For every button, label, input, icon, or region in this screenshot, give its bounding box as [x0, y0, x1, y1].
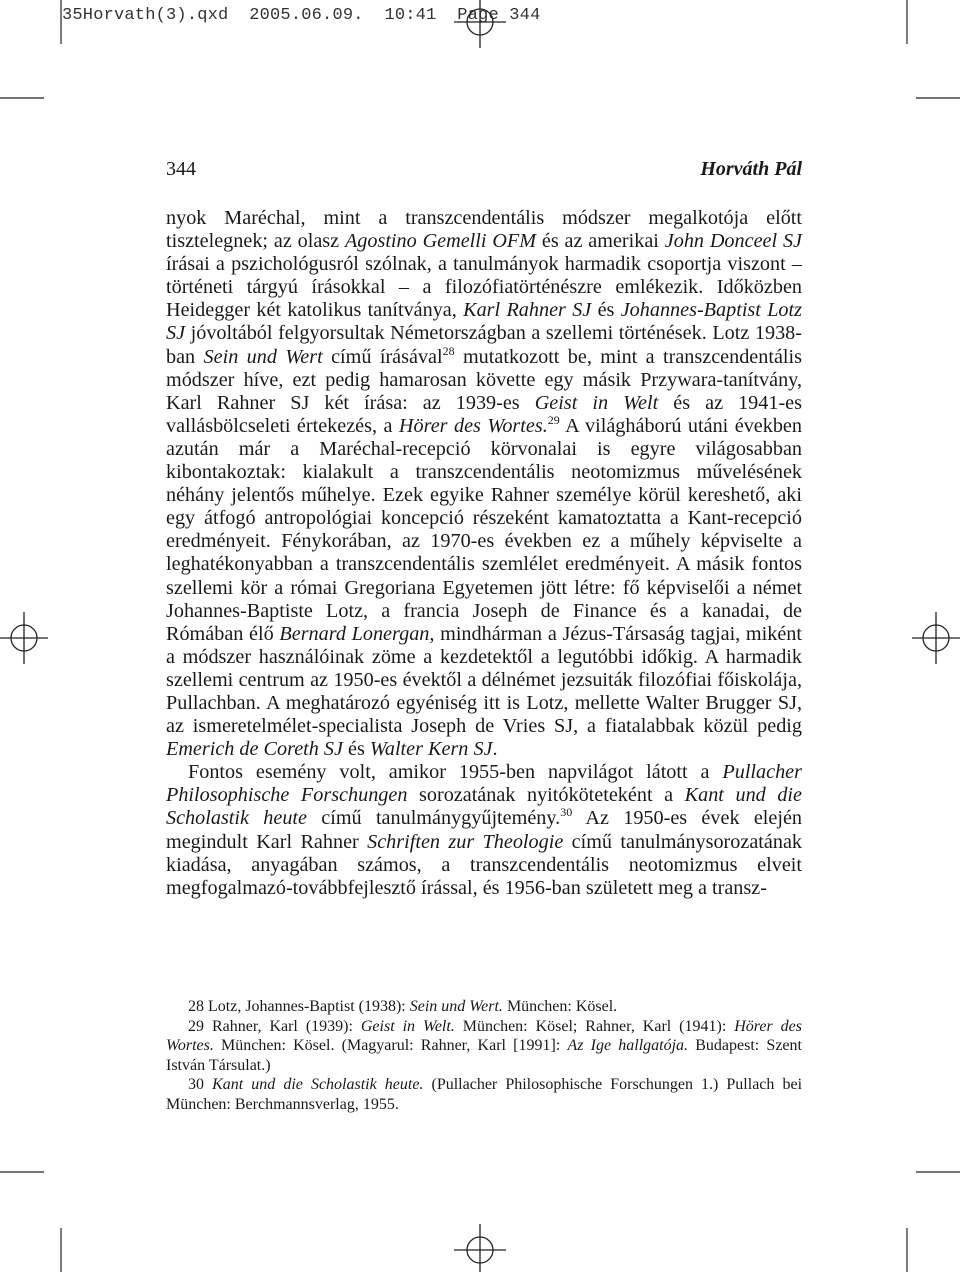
registration-mark-top: [450, 0, 510, 48]
text-run: .: [492, 738, 498, 761]
page-number: 344: [166, 158, 196, 180]
italic-text: Kant und die Scholastik heute: [166, 784, 802, 830]
text-run: 28 Lotz, Johannes-Baptist (1938):: [188, 998, 410, 1015]
paragraph: [166, 761, 802, 900]
crop-mark-bottom-left: [0, 1132, 140, 1272]
italic-text: Schriften zur Theologie: [367, 830, 564, 853]
crop-mark-bottom-right: [820, 1132, 960, 1272]
text-run: 29 Rahner, Karl (1939):: [188, 1017, 361, 1035]
crop-mark-top-left: [0, 0, 140, 140]
italic-text: Agostino Gemelli OFM: [344, 230, 537, 253]
text-run: és: [591, 299, 621, 322]
italic-text: Hörer des Wortes.: [398, 414, 548, 437]
text-run: és: [342, 738, 370, 761]
text-run: München: Kösel.: [502, 998, 618, 1015]
text-run: nyok Maréchal, mint a transzcendentális módszer megalkotója előtt tisztelegnek; az olasz: [166, 207, 802, 253]
text-run: (Pullacher Philosophische Forschungen 1.) Pullach bei München: Berchmannsverlag, 1955.: [166, 1076, 803, 1113]
footnote-29: [166, 1017, 802, 1076]
text-run: 30: [188, 1076, 213, 1093]
paragraph: [166, 207, 802, 761]
text-run: jóvoltából felgyorsultak Németországban a szellemi történések. Lotz 1938-ban: [166, 322, 802, 368]
crop-mark-top-right: [820, 0, 960, 140]
text-run: A világháború utáni években azután már a Maréchal-recepció körvonalai is egyre világosabban kibontakoztak: kialakult a transzcendentális neotomizmus művelésének néhány jelentős műhelye. Ezek egyike Rahner személye körül kereshető, aki egy átfogó antropológiai koncepció részeként kamatoztatta a Kant-recepció eredményeit. Fénykorában, az 1970-es években ez a műhely képviselte a leghatékonyabban a transzcendentális szemlélet eredményeit. A másik fontos szellemi kör a római Gregoriana Egyetemen jött létre: fő képviselői a német Johannes-Baptiste Lotz, a francia Joseph de Finance és a kanadai, de Rómában élő: [166, 414, 802, 645]
italic-text: Hörer des Wortes.: [166, 1017, 802, 1054]
text-run: Budapest: Szent István Társulat.): [166, 1037, 802, 1074]
text-run: , mindhárman a Jézus-Társaság tagjai, miként a módszer használóinak zöme a kezdetektől a legutóbbi időkig. A harmadik szellemi centrum az 1950-es évektől a délnémet jezsuiták filozófiai főiskolája, Pullachban. A meghatározó egyéniség itt is Lotz, mellette Walter Brugger SJ, az ismeretelmélet-specialista Joseph de Vries SJ, a fiatalabbak közül pedig: [166, 622, 802, 738]
footnote-28: [166, 997, 802, 1017]
text-run: sorozatának nyitóköteteként a: [407, 784, 685, 807]
italic-text: Bernard Lonergan: [279, 622, 430, 645]
italic-text: Kant und die Scholastik heute.: [212, 1076, 424, 1093]
italic-text: Karl Rahner SJ: [463, 299, 592, 322]
text-run: Az 1950-es évek elején megindult Karl Rahner: [166, 807, 803, 853]
italic-text: Pullacher Philosophische Forschungen: [166, 761, 802, 807]
running-head-author: Horváth Pál: [700, 158, 802, 180]
text-run: és az amerikai: [536, 230, 665, 253]
text-run: München: Kösel; Rahner, Karl (1941):: [454, 1017, 735, 1035]
italic-text: Johannes-Baptist Lotz SJ: [166, 299, 802, 345]
italic-text: Geist in Welt: [534, 391, 659, 414]
registration-mark-bottom: [450, 1224, 510, 1272]
text-run: című írásával: [322, 345, 443, 368]
text-run: és az 1941-es vallásbölcseleti értekezés, a: [166, 391, 802, 437]
text-run: című tanulmánysorozatának kiadása, anyagában számos, a transzcendentális neotomizmus elveit megfogalmazó-továbbfejlesztő írással, és 1956-ban született meg a transz-: [166, 830, 803, 899]
footnote-ref: 28: [442, 343, 455, 358]
body-text: [166, 207, 802, 900]
registration-mark-right: [912, 608, 960, 668]
text-run: mutatkozott be, mint a transzcendentális módszer híve, ezt pedig hamarosan követte egy másik Przywara-tanítvány, Karl Rahner SJ két írása: az 1939-es: [166, 345, 802, 414]
footnote-ref: 30: [560, 805, 573, 820]
text-run: című tanulmánygyűjtemény.: [307, 807, 561, 830]
footnote-30: [166, 1075, 802, 1114]
italic-text: Sein und Wert: [203, 345, 323, 368]
italic-text: Geist in Welt.: [360, 1017, 455, 1035]
italic-text: Walter Kern SJ: [369, 738, 493, 761]
text-run: írásai a pszichológusról szólnak, a tanulmányok harmadik csoportja viszont – történeti tárgyú írásokkal – a filozófiatörténészre emlékezik. Időközben Heidegger két katolikus tanítványa,: [166, 253, 802, 322]
registration-mark-left: [0, 608, 48, 668]
italic-text: Sein und Wert.: [409, 998, 503, 1015]
text-run: Fontos esemény volt, amikor 1955-ben napvilágot látott a: [188, 761, 723, 784]
italic-text: Emerich de Coreth SJ: [166, 738, 343, 761]
italic-text: John Donceel SJ: [664, 230, 802, 253]
text-run: München: Kösel. (Magyarul: Rahner, Karl [1991]:: [213, 1037, 568, 1054]
print-slug: 35Horvath(3).qxd 2005.06.09. 10:41 Page 344: [62, 6, 541, 25]
footnote-ref: 29: [547, 412, 560, 427]
footnotes: [166, 997, 802, 1114]
italic-text: Az Ige hallgatója.: [567, 1037, 689, 1054]
